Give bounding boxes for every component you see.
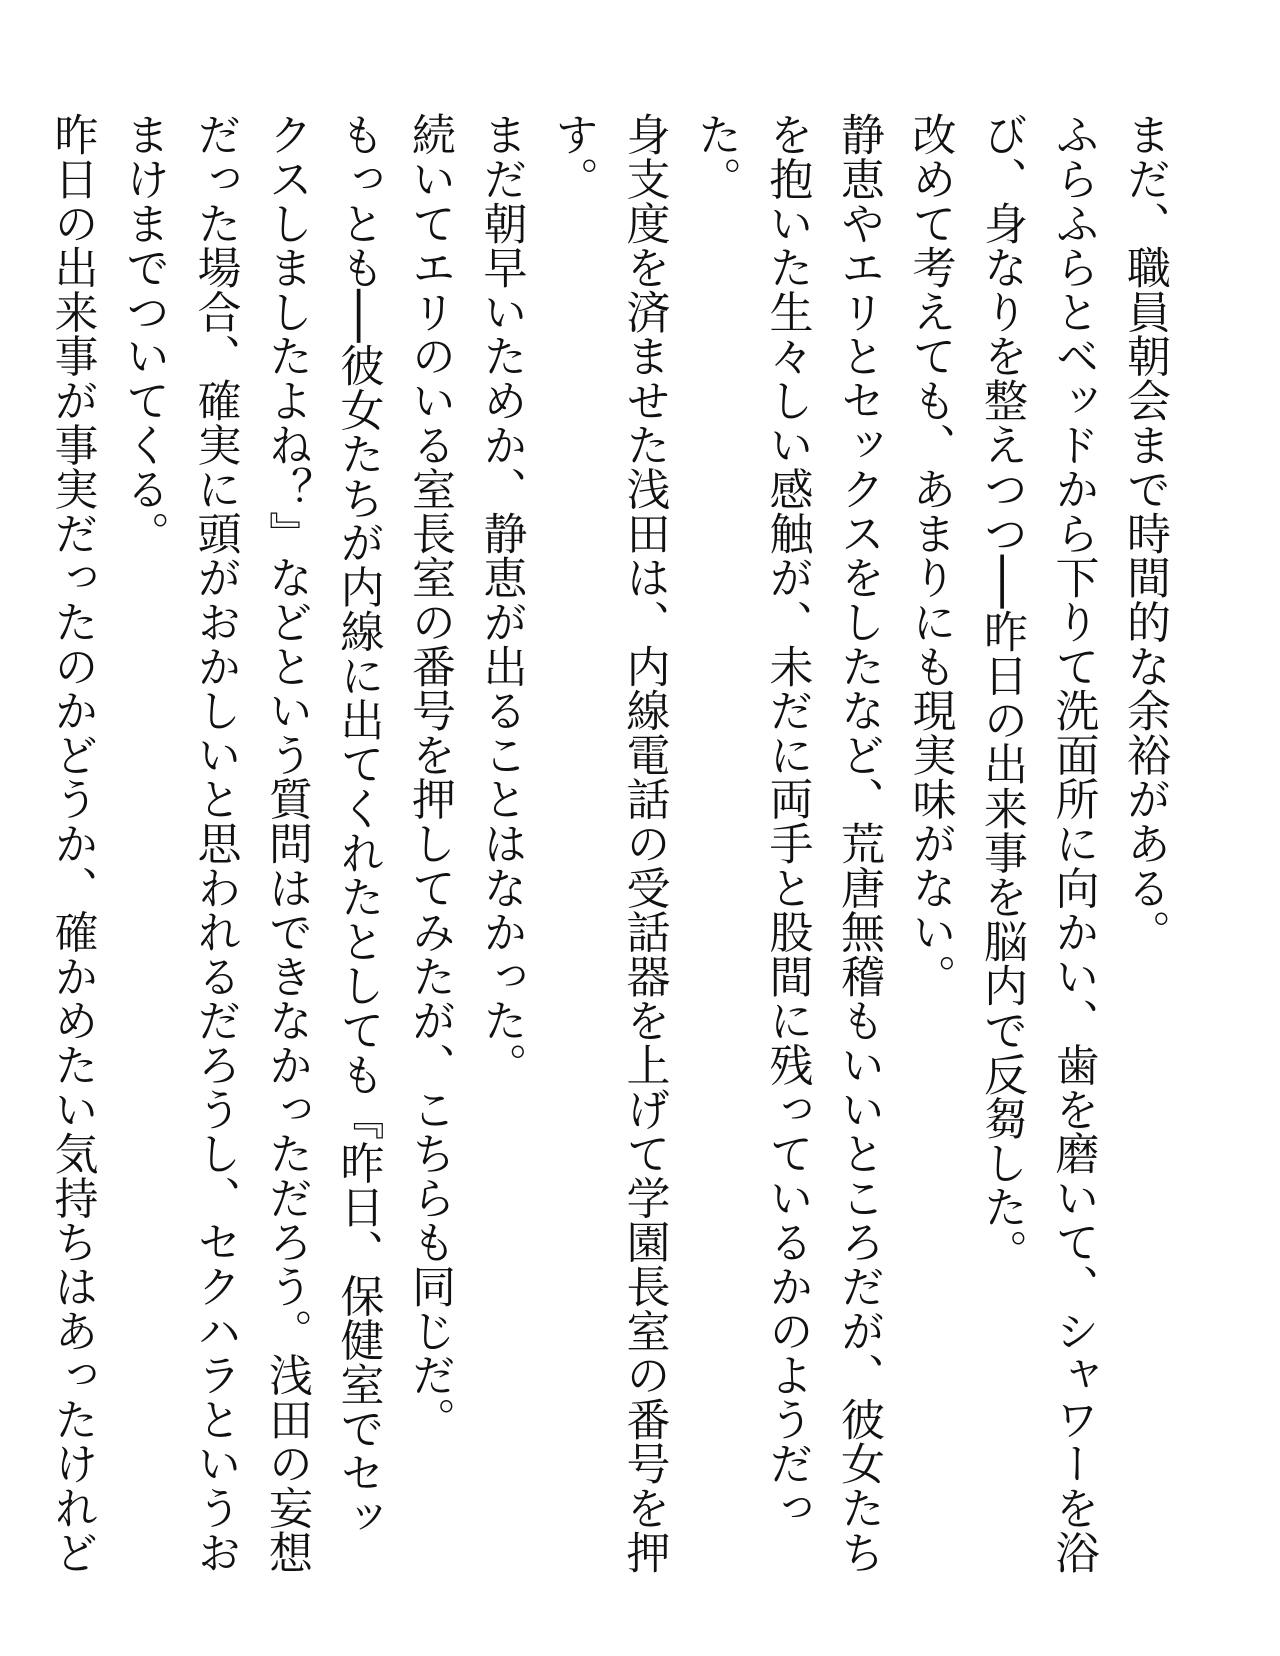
paragraph: もっとも──彼女たちが内線に出てくれたとしても『昨日、保健室でセックスしましたよね？』などという質問はできなかっただろう。浅田の妄想だった場合、確実に頭がおかしいと思われるだろうし、セクハラというおまけまでついてくる。 [118,112,384,1574]
paragraph: 続いてエリのいる室長室の番号を押してみたが、こちらも同じだ。 [404,112,455,1441]
paragraph: 身支度を済ませた浅田は、内線電話の受話器を上げて学園長室の番号を押す。 [547,112,670,1574]
paragraph: まだ、職員朝会まで時間的な余裕がある。 [1119,112,1170,954]
paragraph: まだ朝早いためか、静恵が出ることはなかった。 [475,112,527,1087]
vertical-text-body [36,112,1180,1582]
paragraph: 改めて考えても、あまりにも現実味がない。 [904,112,956,998]
paragraph: 静恵やエリとセックスをしたなど、荒唐無稽もいいところだが、彼女たちを抱いた生々しい感触が、未だに両手と股間に残っているかのようだった。 [690,112,884,1574]
paragraph: ふらふらとベッドから下りて洗面所に向かい、歯を磨いて、シャワーを浴び、身なりを整えつつ──昨日の出来事を脳内で反芻した。 [976,112,1099,1574]
paragraph: 昨日の出来事が事実だったのかどうか、確かめたい気持ちはあったけれど [46,112,98,1574]
